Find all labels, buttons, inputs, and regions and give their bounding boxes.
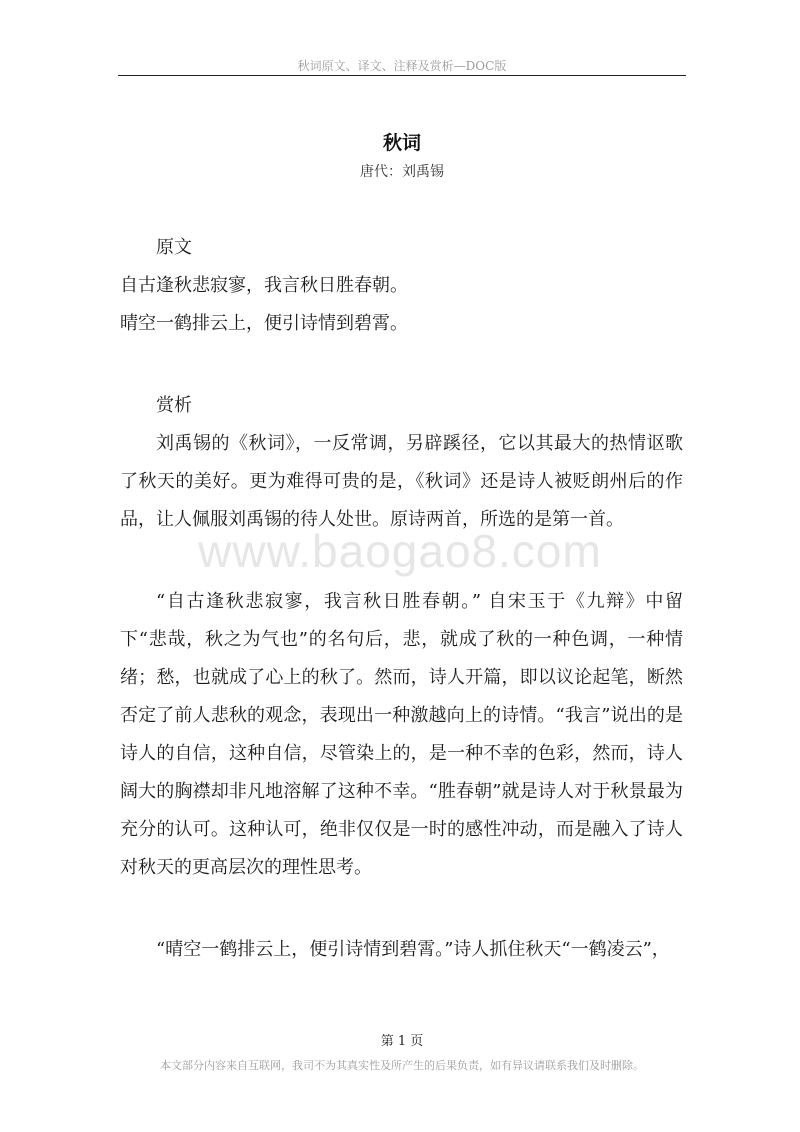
original-heading: 原文	[156, 237, 192, 258]
analysis-paragraph-1: 刘禹锡的《秋词》，一反常调，另辟蹊径，它以其最大的热情讴歌了秋天的美好。更为难得可贵的是，《秋词》还是诗人被贬朗州后的作品，让人佩服刘禹锡的待人处世。原诗两首，所选的是第一首。	[120, 433, 683, 530]
verse-line-2: 晴空一鹤排云上，便引诗情到碧霄。	[120, 313, 408, 334]
analysis-heading: 赏析	[156, 395, 192, 416]
page-header: 秋词原文、译文、注释及赏析—DOC版	[297, 59, 507, 73]
analysis-paragraph-3: “晴空一鹤排云上，便引诗情到碧霄。”诗人抓住秋天“一鹤凌云”，	[156, 939, 670, 960]
header-divider	[118, 75, 686, 76]
page-number: 第 1 页	[380, 1034, 424, 1049]
verse-line-1: 自古逢秋悲寂寥，我言秋日胜春朝。	[120, 275, 408, 296]
author-line: 唐代：刘禹锡	[360, 164, 444, 180]
watermark: www.baogao8.com	[198, 525, 602, 577]
spacer	[120, 887, 683, 931]
spacer	[120, 539, 683, 583]
poem-title: 秋词	[382, 132, 421, 154]
footer-disclaimer: 本文部分内容来自互联网，我司不为其真实性及所产生的后果负责，如有异议请联系我们及时删除。	[160, 1059, 644, 1072]
document-body	[120, 229, 683, 969]
spacer	[120, 343, 683, 387]
analysis-paragraph-2: “自古逢秋悲寂寥，我言秋日胜春朝。” 自宋玉于《九辩》中留下“悲哉，秋之为气也”的名句后，悲，就成了秋的一种色调，一种情绪；愁，也就成了心上的秋了。然而，诗人开篇，即以议论起笔，断然否定了前人悲秋的观念，表现出一种激越向上的诗情。“我言”说出的是诗人的自信，这种自信，尽管染上的，是一种不幸的色彩，然而，诗人阔大的胸襟却非凡地溶解了这种不幸。“胜春朝”就是诗人对于秋景最为充分的认可。这种认可，绝非仅仅是一时的感性冲动，而是融入了诗人对秋天的更高层次的理性思考。	[120, 591, 683, 878]
